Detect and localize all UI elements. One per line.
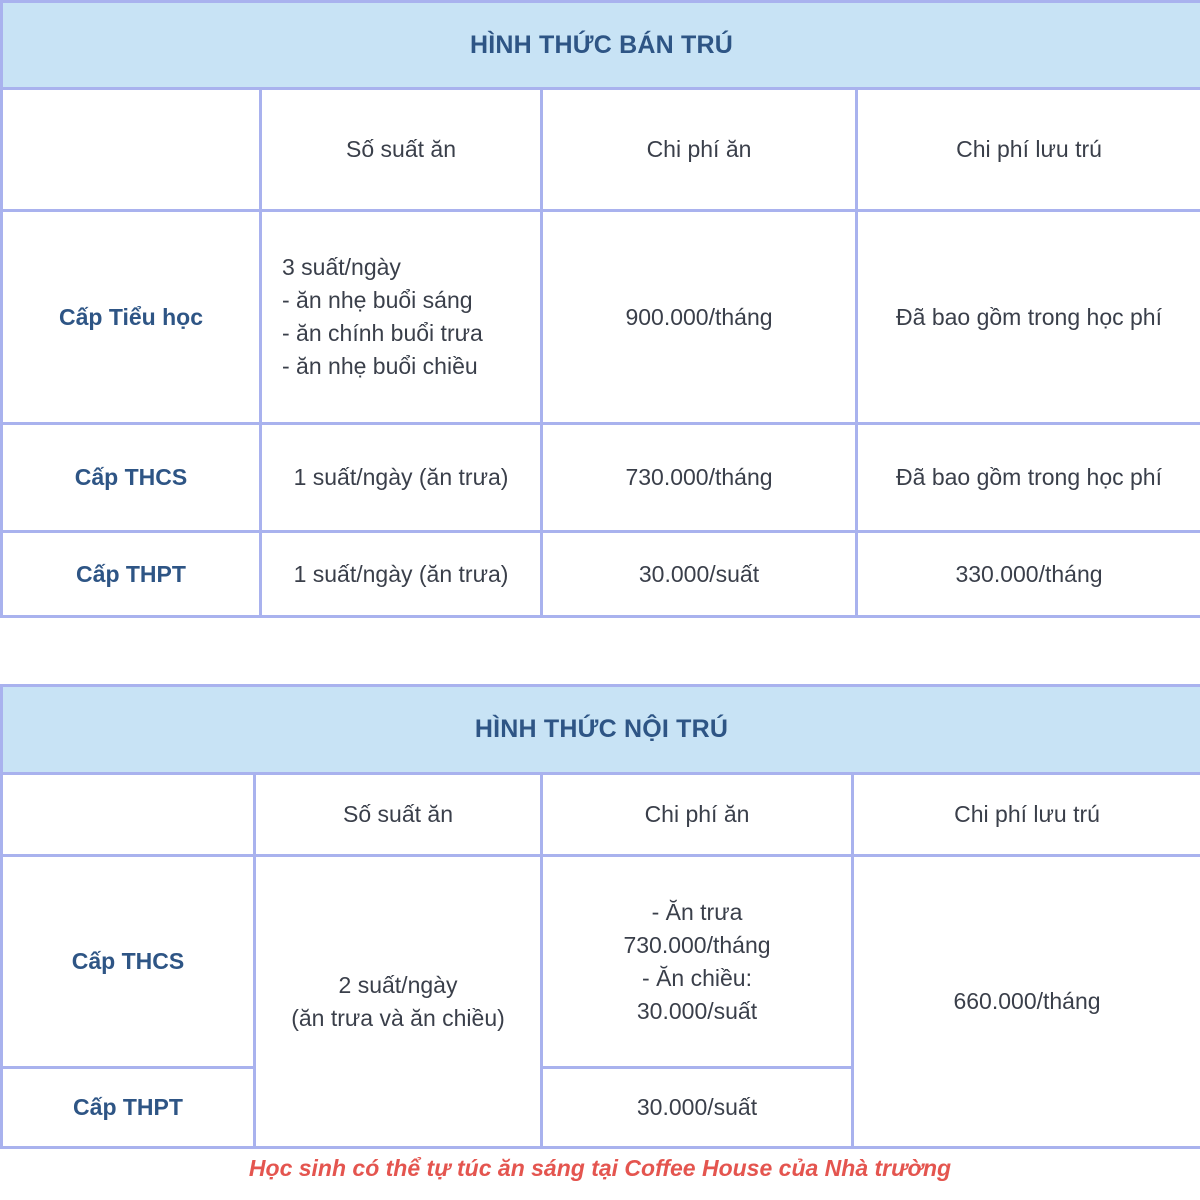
header-meal-cost: Chi phí ăn xyxy=(542,774,853,856)
meal-cost-line: - Ăn trưa xyxy=(651,898,743,925)
table-row xyxy=(2,532,1200,617)
boarding-cost-cell: 330.000/tháng xyxy=(857,532,1200,617)
meals-line: 2 suất/ngày xyxy=(338,971,458,998)
meals-line: - ăn chính buổi trưa xyxy=(282,320,483,346)
meal-cost-line: 30.000/suất xyxy=(636,997,758,1024)
table-row xyxy=(2,424,1200,532)
meals-cell: 1 suất/ngày (ăn trưa) xyxy=(261,424,542,532)
row-level: Cấp Tiểu học xyxy=(2,211,261,424)
row-level: Cấp THPT xyxy=(2,532,261,617)
day-boarding-title: HÌNH THỨC BÁN TRÚ xyxy=(2,2,1200,89)
boarding-title: HÌNH THỨC NỘI TRÚ xyxy=(2,686,1200,774)
boarding-table xyxy=(0,684,1200,1149)
row-level: Cấp THCS xyxy=(2,424,261,532)
header-meals: Số suất ăn xyxy=(261,89,542,211)
meal-cost-cell: 730.000/tháng xyxy=(542,424,857,532)
row-level: Cấp THCS xyxy=(2,856,255,1068)
boarding-cost-cell: Đã bao gồm trong học phí xyxy=(857,424,1200,532)
meal-cost-line: 730.000/tháng xyxy=(623,931,771,958)
meal-cost-cell xyxy=(542,856,853,1068)
row-level: Cấp THPT xyxy=(2,1068,255,1148)
shared-meals-cell xyxy=(255,856,542,1148)
shared-boarding-cost-cell: 660.000/tháng xyxy=(853,856,1200,1148)
meals-cell xyxy=(261,211,542,424)
header-empty xyxy=(2,89,261,211)
meal-cost-line: - Ăn chiều: xyxy=(642,964,752,991)
header-meals: Số suất ăn xyxy=(255,774,542,856)
footnote: Học sinh có thể tự túc ăn sáng tại Coffee House của Nhà trường xyxy=(248,1155,952,1181)
header-boarding-cost: Chi phí lưu trú xyxy=(853,774,1200,856)
table-row xyxy=(2,211,1200,424)
meals-line: (ăn trưa và ăn chiều) xyxy=(291,1004,505,1031)
boarding-cost-cell: Đã bao gồm trong học phí xyxy=(857,211,1200,424)
meals-line: - ăn nhẹ buổi sáng xyxy=(282,287,473,313)
header-meal-cost: Chi phí ăn xyxy=(542,89,857,211)
meals-cell: 1 suất/ngày (ăn trưa) xyxy=(261,532,542,617)
meals-line: 3 suất/ngày xyxy=(282,254,401,280)
meal-cost-cell: 900.000/tháng xyxy=(542,211,857,424)
meal-cost-cell: 30.000/suất xyxy=(542,532,857,617)
meal-cost-cell: 30.000/suất xyxy=(542,1068,853,1148)
meals-line: - ăn nhẹ buổi chiều xyxy=(282,353,478,379)
header-boarding-cost: Chi phí lưu trú xyxy=(857,89,1200,211)
table-row xyxy=(2,856,1200,1068)
header-empty xyxy=(2,774,255,856)
